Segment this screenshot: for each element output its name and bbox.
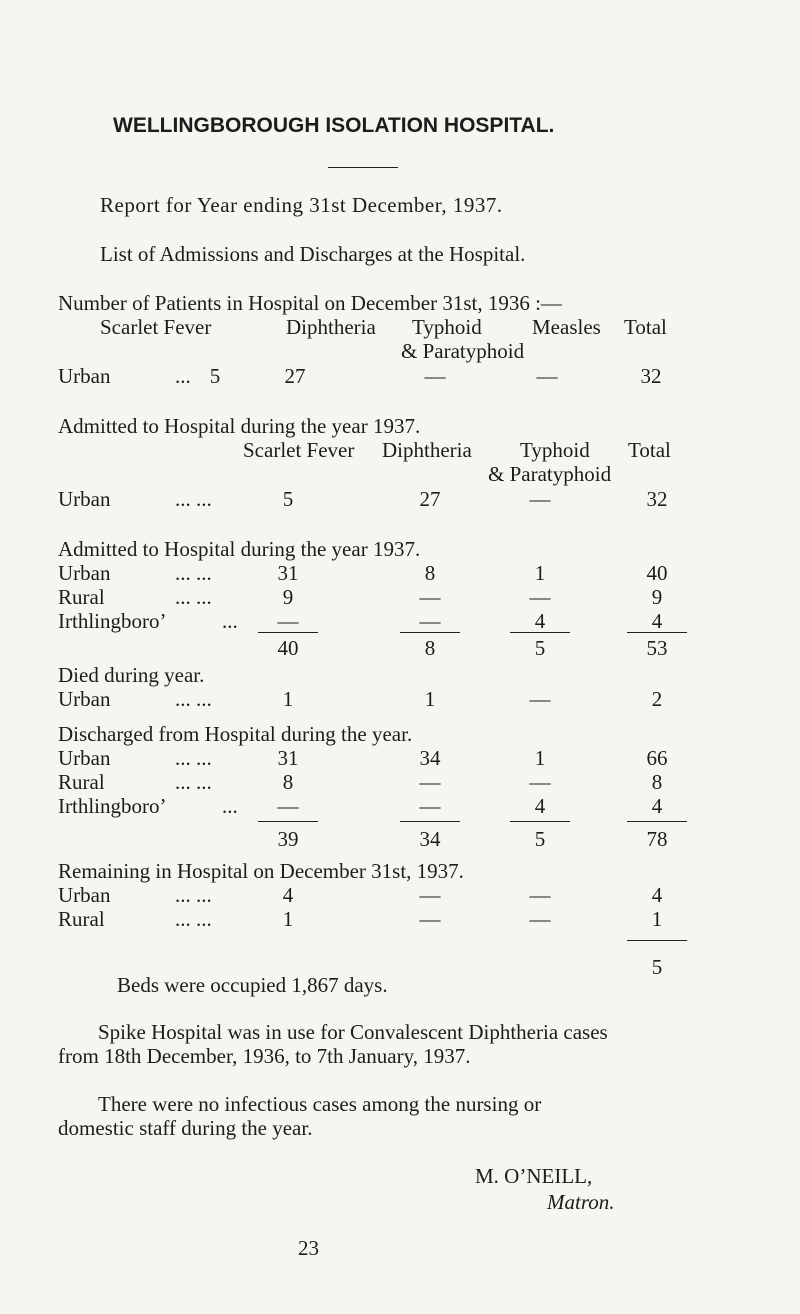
col-header-diphtheria: Diphtheria [286, 315, 376, 339]
cell-value: 4 [534, 794, 546, 818]
cell-value: 1 [282, 907, 294, 931]
total-value: 5 [651, 955, 663, 979]
cell-value: 1 [424, 687, 436, 711]
sum-rule [400, 632, 460, 633]
total-value: 40 [277, 636, 299, 660]
in-hospital-heading: Number of Patients in Hospital on December 31st, 1936 :— [58, 291, 562, 315]
col-header-total: Total [628, 438, 671, 462]
sum-rule [258, 821, 318, 822]
died-heading: Died during year. [58, 663, 205, 687]
row-label: Rural [58, 907, 105, 931]
cell-value: 27 [284, 364, 306, 388]
row-dots: ... ... [175, 746, 212, 770]
signature-title: Matron. [547, 1190, 615, 1214]
sum-rule [510, 821, 570, 822]
row-dots: ... ... [175, 687, 212, 711]
cell-value: 5 [209, 364, 221, 388]
cell-value: — [419, 585, 441, 609]
row-label-urban: Urban [58, 364, 111, 388]
sum-rule [510, 632, 570, 633]
admitted-1-heading: Admitted to Hospital during the year 1937. [58, 414, 421, 438]
row-label: Urban [58, 687, 111, 711]
cell-value: 8 [282, 770, 294, 794]
beds-note: Beds were occupied 1,867 days. [117, 973, 388, 997]
page-number: 23 [298, 1236, 319, 1260]
cell-value: 4 [651, 883, 663, 907]
cell-value: 5 [282, 487, 294, 511]
staff-note-line1: There were no infectious cases among the nursing or [98, 1092, 542, 1116]
discharged-heading: Discharged from Hospital during the year. [58, 722, 413, 746]
total-value: 8 [424, 636, 436, 660]
row-label: Urban [58, 746, 111, 770]
row-dots: ... ... [175, 883, 212, 907]
sum-rule [400, 821, 460, 822]
cell-value: 8 [651, 770, 663, 794]
total-value: 39 [277, 827, 299, 851]
cell-value: 40 [646, 561, 668, 585]
sum-rule [258, 632, 318, 633]
sum-rule [627, 632, 687, 633]
cell-value: — [419, 883, 441, 907]
cell-value: — [419, 609, 441, 633]
cell-value: 32 [646, 487, 668, 511]
col-header-sub: & Paratyphoid [401, 339, 525, 363]
col-header-typhoid: Typhoid [412, 315, 482, 339]
row-dots: ... [222, 609, 238, 633]
col-header-scarlet: Scarlet Fever [243, 438, 355, 462]
cell-value: — [529, 907, 551, 931]
row-label: Urban [58, 561, 111, 585]
title-divider [328, 167, 398, 168]
report-heading: Report for Year ending 31st December, 1937. [100, 193, 503, 217]
cell-value: 32 [640, 364, 662, 388]
cell-value: 8 [424, 561, 436, 585]
cell-value: 34 [419, 746, 441, 770]
cell-value: — [529, 487, 551, 511]
cell-value: — [529, 883, 551, 907]
row-dots: ... [175, 364, 191, 388]
staff-note-line2: domestic staff during the year. [58, 1116, 313, 1140]
page-title: WELLINGBOROUGH ISOLATION HOSPITAL. [113, 114, 555, 137]
cell-value: 27 [419, 487, 441, 511]
admitted-2-heading: Admitted to Hospital during the year 1937. [58, 537, 421, 561]
cell-value: 4 [282, 883, 294, 907]
row-label: Urban [58, 883, 111, 907]
cell-value: 9 [282, 585, 294, 609]
col-header-typhoid: Typhoid [520, 438, 590, 462]
cell-value: 4 [651, 609, 663, 633]
row-dots: ... [222, 794, 238, 818]
cell-value: — [529, 687, 551, 711]
cell-value: 31 [277, 746, 299, 770]
cell-value: 1 [282, 687, 294, 711]
row-label: Rural [58, 585, 105, 609]
cell-value: — [277, 609, 299, 633]
cell-value: — [419, 794, 441, 818]
cell-value: 66 [646, 746, 668, 770]
total-value: 78 [646, 827, 668, 851]
cell-value: — [419, 770, 441, 794]
cell-value: 4 [651, 794, 663, 818]
sum-rule [627, 940, 687, 941]
cell-value: — [277, 794, 299, 818]
col-header-scarlet: Scarlet Fever [100, 315, 212, 339]
cell-value: — [536, 364, 558, 388]
row-dots: ... ... [175, 585, 212, 609]
row-label: Irthlingboro’ [58, 609, 167, 633]
row-label: Irthlingboro’ [58, 794, 167, 818]
cell-value: 1 [534, 746, 546, 770]
total-value: 53 [646, 636, 668, 660]
spike-note-line1: Spike Hospital was in use for Convalescent Diphtheria cases [98, 1020, 608, 1044]
row-dots: ... ... [175, 770, 212, 794]
signature-name: M. O’NEILL, [475, 1164, 593, 1188]
row-dots: ... ... [175, 487, 212, 511]
cell-value: — [424, 364, 446, 388]
sum-rule [627, 821, 687, 822]
cell-value: 4 [534, 609, 546, 633]
cell-value: — [419, 907, 441, 931]
remaining-heading: Remaining in Hospital on December 31st, 1937. [58, 859, 464, 883]
col-header-sub: & Paratyphoid [488, 462, 612, 486]
spike-note-line2: from 18th December, 1936, to 7th January, 1937. [58, 1044, 471, 1068]
row-label-urban: Urban [58, 487, 111, 511]
row-dots: ... ... [175, 561, 212, 585]
col-header-total: Total [624, 315, 667, 339]
col-header-diphtheria: Diphtheria [382, 438, 472, 462]
subheading: List of Admissions and Discharges at the Hospital. [100, 242, 526, 266]
total-value: 5 [534, 636, 546, 660]
row-label: Rural [58, 770, 105, 794]
cell-value: 9 [651, 585, 663, 609]
cell-value: 31 [277, 561, 299, 585]
row-dots: ... ... [175, 907, 212, 931]
cell-value: 2 [651, 687, 663, 711]
col-header-measles: Measles [532, 315, 601, 339]
cell-value: — [529, 770, 551, 794]
cell-value: — [529, 585, 551, 609]
total-value: 34 [419, 827, 441, 851]
cell-value: 1 [651, 907, 663, 931]
cell-value: 1 [534, 561, 546, 585]
total-value: 5 [534, 827, 546, 851]
